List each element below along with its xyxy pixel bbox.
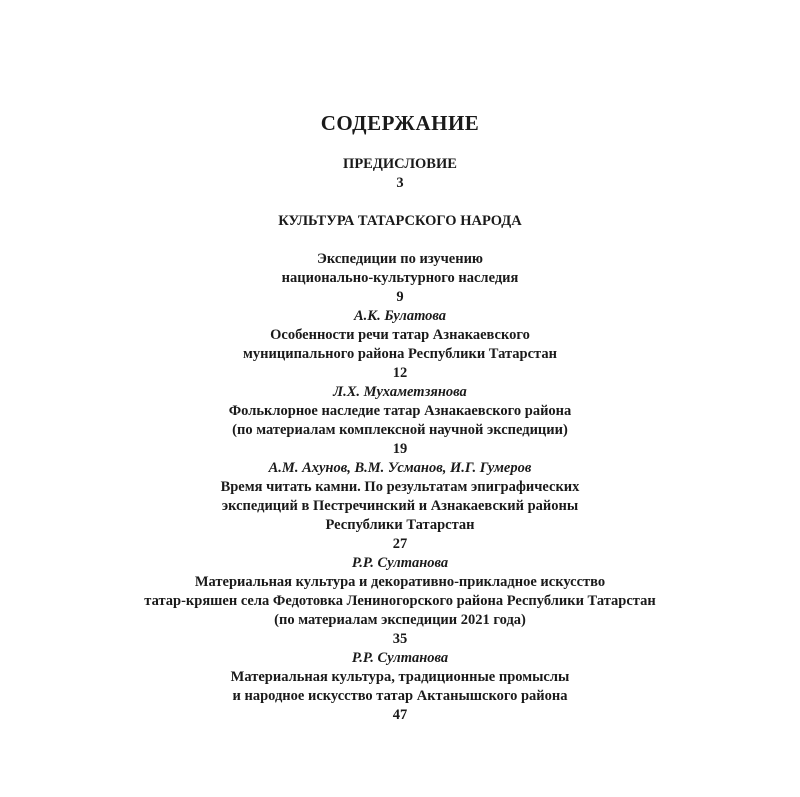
entry-page-number: 27 [392,536,408,552]
page-title: СОДЕРЖАНИЕ [320,111,480,135]
entry-title-line: (по материалам комплексной научной экспедиции) [232,422,568,438]
section-heading: КУЛЬТУРА ТАТАРСКОГО НАРОДА [278,213,522,229]
entry-author: А.К. Булатова [353,308,447,324]
entry-title-line: экспедиций в Пестречинский и Азнакаевский районы [221,498,579,514]
entry-title-line: Республики Татарстан [325,517,475,533]
entry-title-line: татар-кряшен села Федотовка Лениногорского района Республики Татарстан [144,593,656,609]
entry-title-line: Особенности речи татар Азнакаевского [270,327,530,343]
entry-title-line: Материальная культура и декоративно-прикладное искусство [194,574,606,590]
toc-entry [0,649,800,725]
entry-title-line: Экспедиции по изучению [317,251,483,267]
entry-author: Л.Х. Мухаметзянова [333,384,467,400]
entry-title-line: и народное искусство татар Актанышского района [232,688,568,704]
toc-entry [0,250,800,307]
entry-page-number: 12 [392,365,408,381]
toc-entry [0,307,800,383]
toc-entries [0,250,800,725]
entry-author: А.М. Ахунов, В.М. Усманов, И.Г. Гумеров [268,460,532,476]
entry-page-number: 35 [392,631,408,647]
entry-page-number: 9 [396,289,404,305]
entry-title-line: национально-культурного наследия [281,270,519,286]
toc-entry [0,383,800,459]
toc-entry [0,554,800,649]
entry-title-line: муниципального района Республики Татарстан [243,346,557,362]
entry-title-line: Фольклорное наследие татар Азнакаевского района [228,403,572,419]
entry-author: Р.Р. Султанова [351,555,449,571]
entry-title-line: (по материалам экспедиции 2021 года) [274,612,526,628]
preface-page-number: 3 [396,175,404,191]
table-of-contents [0,155,800,725]
entry-page-number: 19 [392,441,408,457]
entry-page-number: 47 [392,707,408,723]
entry-title-line: Время читать камни. По результатам эпиграфических [220,479,580,495]
entry-author: Р.Р. Султанова [351,650,449,666]
preface-label: ПРЕДИСЛОВИЕ [343,156,457,172]
entry-title-line: Материальная культура, традиционные промыслы [230,669,570,685]
toc-entry [0,459,800,554]
